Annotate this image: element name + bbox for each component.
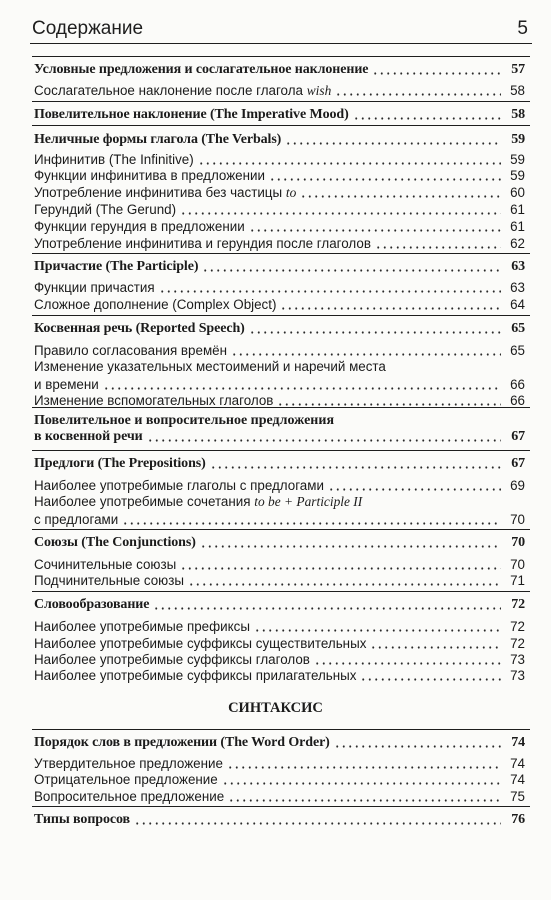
toc-page-number: 72 bbox=[511, 597, 525, 612]
toc-entry-title bbox=[34, 201, 176, 218]
toc-entry-text: Наиболее употребимые префиксы bbox=[34, 619, 250, 634]
toc-page-number: 66 bbox=[510, 393, 525, 408]
toc-entry[interactable] bbox=[34, 511, 525, 528]
section-rule bbox=[32, 591, 530, 592]
toc-entry-text: Косвенная речь (Reported Speech) bbox=[34, 321, 245, 336]
toc-chapter-entry[interactable] bbox=[34, 428, 525, 445]
toc-entry[interactable] bbox=[34, 788, 525, 805]
toc-entry-title bbox=[34, 235, 371, 252]
toc-page-number: 73 bbox=[510, 652, 525, 667]
dot-leader bbox=[314, 662, 501, 665]
dot-leader bbox=[159, 290, 501, 293]
toc-entry[interactable] bbox=[34, 235, 525, 252]
toc-entry-text: с предлогами bbox=[34, 512, 119, 527]
toc-entry-title bbox=[34, 376, 99, 393]
dot-leader bbox=[231, 353, 501, 356]
toc-entry[interactable] bbox=[34, 201, 525, 218]
toc-page-number: 60 bbox=[510, 185, 525, 200]
toc-entry-title bbox=[34, 811, 130, 828]
toc-chapter-entry[interactable] bbox=[34, 534, 525, 551]
toc-page-number: 69 bbox=[510, 478, 525, 493]
toc-entry-text: Наиболее употребимые суффиксы прилагательных bbox=[34, 668, 357, 683]
dot-leader bbox=[153, 607, 501, 610]
toc-entry[interactable] bbox=[34, 296, 525, 313]
toc-entry-title bbox=[34, 511, 118, 528]
section-rule bbox=[32, 125, 530, 126]
toc-page-number: 70 bbox=[511, 535, 525, 550]
toc-entry-first-line bbox=[34, 358, 386, 375]
dot-leader bbox=[210, 466, 501, 469]
toc-entry-text: Изменение вспомогательных глаголов bbox=[34, 393, 274, 408]
toc-chapter-entry[interactable] bbox=[34, 61, 525, 78]
dot-leader bbox=[360, 678, 501, 681]
toc-entry-text: Неличные формы глагола (The Verbals) bbox=[34, 132, 282, 147]
toc-entry-text: Наиболее употребимые суффиксы глаголов bbox=[34, 652, 310, 667]
toc-page-number: 72 bbox=[510, 636, 525, 651]
toc-page-number: 59 bbox=[510, 168, 525, 183]
toc-entry-title bbox=[34, 572, 184, 589]
toc-entry-title bbox=[34, 342, 227, 359]
toc-entry-text: Сослагательное наклонение после глагола bbox=[34, 83, 303, 98]
toc-page-number: 57 bbox=[511, 62, 525, 77]
toc-entry-title bbox=[34, 106, 349, 123]
toc-entry[interactable] bbox=[34, 82, 525, 99]
toc-entry-title bbox=[34, 320, 245, 337]
toc-entry-text: Герундий (The Gerund) bbox=[34, 202, 177, 217]
toc-page-number: 70 bbox=[510, 512, 525, 527]
toc-entry-title bbox=[34, 667, 356, 684]
toc-page-number: 74 bbox=[511, 735, 525, 750]
toc-entry-text: Условные предложения и сослагательное наклонение bbox=[34, 62, 369, 77]
toc-chapter-entry[interactable] bbox=[34, 131, 525, 148]
toc-entry-title bbox=[34, 61, 368, 78]
toc-entry-title bbox=[34, 556, 176, 573]
toc-entry-text: Сочинительные союзы bbox=[34, 557, 177, 572]
toc-page-number: 64 bbox=[510, 297, 525, 312]
toc-entry-text: Сложное дополнение (Complex Object) bbox=[34, 297, 277, 312]
toc-entry-first-line bbox=[34, 493, 362, 510]
section-rule bbox=[32, 806, 530, 807]
toc-entry-title bbox=[34, 788, 224, 805]
toc-page-number: 59 bbox=[511, 132, 525, 147]
toc-page-number: 70 bbox=[510, 557, 525, 572]
toc-entry-title bbox=[34, 82, 331, 99]
toc-entry-title bbox=[34, 279, 155, 296]
dot-leader bbox=[300, 195, 501, 198]
toc-entry[interactable] bbox=[34, 618, 525, 635]
toc-entry[interactable] bbox=[34, 477, 525, 494]
toc-entry-text: Изменение указательных местоимений и наречий места bbox=[34, 359, 386, 374]
toc-entry-title bbox=[34, 218, 245, 235]
toc-chapter-entry[interactable] bbox=[34, 455, 525, 472]
dot-leader bbox=[202, 269, 501, 272]
section-rule bbox=[32, 529, 530, 530]
toc-page-number: 67 bbox=[511, 429, 525, 444]
toc-page-number: 73 bbox=[510, 668, 525, 683]
toc-entry-text: Употребление инфинитива и герундия после глаголов bbox=[34, 236, 371, 251]
dot-leader bbox=[180, 212, 501, 215]
dot-leader bbox=[335, 93, 501, 96]
dot-leader bbox=[277, 403, 501, 406]
toc-page-number: 61 bbox=[510, 202, 525, 217]
section-heading: СИНТАКСИС bbox=[228, 700, 323, 716]
toc-entry[interactable] bbox=[34, 755, 525, 772]
header-page-number: 5 bbox=[517, 18, 528, 39]
toc-entry-title bbox=[34, 167, 265, 184]
section-rule bbox=[32, 56, 530, 57]
toc-entry[interactable] bbox=[34, 771, 525, 788]
toc-entry-title bbox=[34, 651, 310, 668]
toc-page-number: 63 bbox=[511, 259, 525, 274]
dot-leader bbox=[249, 229, 501, 232]
toc-entry-title bbox=[34, 392, 273, 409]
toc-entry[interactable] bbox=[34, 392, 525, 409]
toc-entry[interactable] bbox=[34, 651, 525, 668]
toc-entry[interactable] bbox=[34, 635, 525, 652]
toc-entry-text: Употребление инфинитива без частицы bbox=[34, 185, 283, 200]
toc-page-number: 71 bbox=[510, 573, 525, 588]
toc-page-number: 65 bbox=[510, 343, 525, 358]
toc-entry-text: Инфинитив (The Infinitive) bbox=[34, 152, 194, 167]
toc-entry-text: Отрицательное предложение bbox=[34, 772, 218, 787]
toc-entry-text: Функции инфинитива в предложении bbox=[34, 168, 265, 183]
toc-page-number: 58 bbox=[511, 107, 525, 122]
toc-chapter-entry[interactable] bbox=[34, 106, 525, 123]
toc-entry-title bbox=[34, 755, 223, 772]
dot-leader bbox=[370, 646, 501, 649]
toc-entry-title bbox=[34, 428, 143, 445]
toc-entry-title bbox=[34, 151, 194, 168]
toc-entry-text: Утвердительное предложение bbox=[34, 756, 223, 771]
toc-page-number: 67 bbox=[511, 456, 525, 471]
toc-entry[interactable] bbox=[34, 556, 525, 573]
dot-leader bbox=[200, 545, 501, 548]
toc-entry[interactable] bbox=[34, 667, 525, 684]
dot-leader bbox=[122, 522, 501, 525]
dot-leader bbox=[280, 307, 501, 310]
toc-entry-italic: to be + Participle II bbox=[254, 494, 363, 509]
dot-leader bbox=[227, 766, 501, 769]
dot-leader bbox=[180, 567, 501, 570]
toc-entry-italic: to bbox=[285, 185, 297, 200]
dot-leader bbox=[254, 629, 501, 632]
toc-page-number: 72 bbox=[510, 619, 525, 634]
dot-leader bbox=[372, 72, 501, 75]
toc-chapter-entry[interactable] bbox=[34, 258, 525, 275]
toc-entry-first-line bbox=[34, 412, 334, 429]
dot-leader bbox=[375, 246, 501, 249]
toc-entry-title bbox=[34, 184, 296, 201]
toc-page-number: 66 bbox=[510, 377, 525, 392]
section-rule bbox=[32, 101, 530, 102]
toc-entry[interactable] bbox=[34, 572, 525, 589]
dot-leader bbox=[353, 117, 501, 120]
toc-entry-title bbox=[34, 258, 198, 275]
toc-entry[interactable] bbox=[34, 279, 525, 296]
toc-entry-text: Причастие (The Participle) bbox=[34, 259, 199, 274]
dot-leader bbox=[269, 178, 501, 181]
toc-entry-title bbox=[34, 477, 324, 494]
section-rule bbox=[32, 450, 530, 451]
toc-page-number: 61 bbox=[510, 219, 525, 234]
toc-entry-text: Словообразование bbox=[34, 597, 150, 612]
dot-leader bbox=[222, 782, 501, 785]
dot-leader bbox=[147, 439, 501, 442]
toc-entry-text: Наиболее употребимые сочетания bbox=[34, 494, 251, 509]
section-rule bbox=[32, 253, 530, 254]
section-rule bbox=[32, 315, 530, 316]
toc-entry-title bbox=[34, 635, 366, 652]
toc-page-number: 59 bbox=[510, 152, 525, 167]
toc-entry-title bbox=[34, 534, 196, 551]
dot-leader bbox=[328, 488, 501, 491]
toc-entry-title bbox=[34, 296, 276, 313]
toc-chapter-entry[interactable] bbox=[34, 811, 525, 828]
toc-entry[interactable] bbox=[34, 376, 525, 393]
toc-entry-title bbox=[34, 771, 218, 788]
toc-entry-text: и времени bbox=[34, 377, 99, 392]
toc-page-number: 75 bbox=[510, 789, 525, 804]
toc-entry-text: Повелительное и вопросительное предложения bbox=[34, 413, 335, 428]
toc-entry-title bbox=[34, 596, 149, 613]
toc-entry[interactable] bbox=[34, 218, 525, 235]
toc-entry-text: Подчинительные союзы bbox=[34, 573, 184, 588]
toc-entry-text: Вопросительное предложение bbox=[34, 789, 225, 804]
toc-entry[interactable] bbox=[34, 184, 525, 201]
toc-entry[interactable] bbox=[34, 167, 525, 184]
toc-entry-title bbox=[34, 455, 206, 472]
dot-leader bbox=[103, 387, 501, 390]
toc-entry-text: Союзы (The Conjunctions) bbox=[34, 535, 196, 550]
header-title: Содержание bbox=[32, 18, 144, 39]
dot-leader bbox=[198, 162, 501, 165]
toc-page-number: 62 bbox=[510, 236, 525, 251]
toc-entry-text: Типы вопросов bbox=[34, 812, 130, 827]
toc-chapter-entry[interactable] bbox=[34, 320, 525, 337]
toc-entry-text: Функции причастия bbox=[34, 280, 155, 295]
toc-page-number: 58 bbox=[510, 83, 525, 98]
toc-entry-text: Правило согласования времён bbox=[34, 343, 227, 358]
toc-entry-title bbox=[34, 131, 281, 148]
toc-entry-text: Наиболее употребимые суффиксы существительных bbox=[34, 636, 367, 651]
toc-entry-text: Порядок слов в предложении (The Word Order) bbox=[34, 735, 330, 750]
toc-page-number: 65 bbox=[511, 321, 525, 336]
toc-entry-text: в косвенной речи bbox=[34, 429, 143, 444]
toc-entry-text: Повелительное наклонение (The Imperative Mood) bbox=[34, 107, 349, 122]
toc-entry-text: Наиболее употребимые глаголы с предлогами bbox=[34, 478, 324, 493]
toc-chapter-entry[interactable] bbox=[34, 596, 525, 613]
dot-leader bbox=[228, 799, 501, 802]
toc-page-number: 63 bbox=[510, 280, 525, 295]
toc-entry-italic: wish bbox=[306, 83, 332, 98]
toc-entry-text: Функции герундия в предложении bbox=[34, 219, 245, 234]
toc-entry-title bbox=[34, 734, 330, 751]
toc-entry-title bbox=[34, 618, 250, 635]
toc-page-number: 74 bbox=[510, 756, 525, 771]
dot-leader bbox=[285, 142, 501, 145]
dot-leader bbox=[334, 745, 501, 748]
toc-page-number: 76 bbox=[511, 812, 525, 827]
toc-page-number: 74 bbox=[510, 772, 525, 787]
dot-leader bbox=[134, 822, 501, 825]
dot-leader bbox=[249, 331, 501, 334]
section-rule bbox=[32, 729, 530, 730]
toc-entry[interactable] bbox=[34, 342, 525, 359]
toc-entry[interactable] bbox=[34, 151, 525, 168]
toc-entry-text: Предлоги (The Prepositions) bbox=[34, 456, 206, 471]
toc-chapter-entry[interactable] bbox=[34, 734, 525, 751]
dot-leader bbox=[188, 583, 501, 586]
